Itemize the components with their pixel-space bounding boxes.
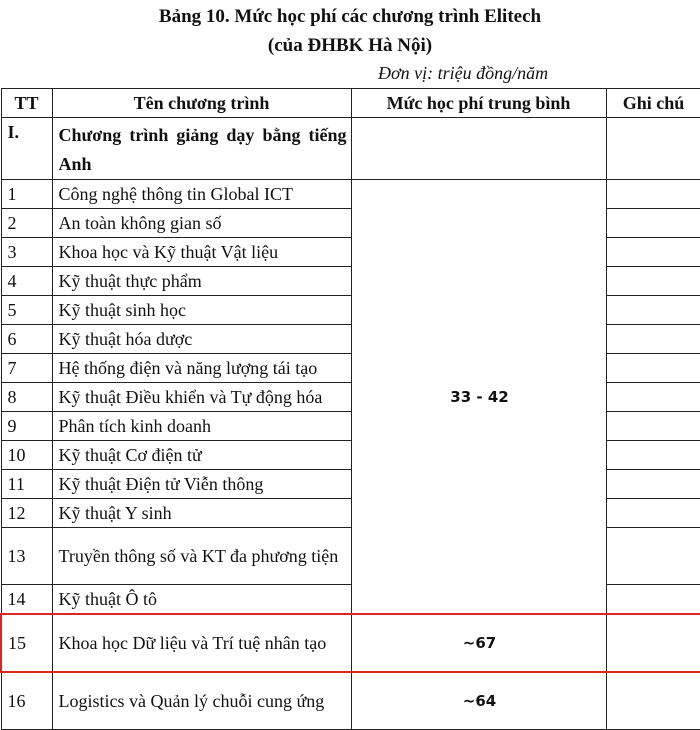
program-name: Kỹ thuật Cơ điện tử <box>52 441 351 470</box>
table-subtitle: (của ĐHBK Hà Nội) <box>267 35 433 56</box>
fee-table <box>0 88 700 730</box>
program-name: Khoa học Dữ liệu và Trí tuệ nhân tạo <box>52 614 351 672</box>
row-number: 5 <box>1 296 52 325</box>
row-number: 4 <box>1 267 52 296</box>
header-average-fee: Mức học phí trung bình <box>351 89 606 118</box>
table-row <box>1 180 700 209</box>
note-cell <box>606 180 700 209</box>
row-number: 2 <box>1 209 52 238</box>
program-name: Kỹ thuật thực phẩm <box>52 267 351 296</box>
table-header-row <box>1 89 700 118</box>
row-number: 15 <box>1 614 52 672</box>
note-cell <box>606 672 700 730</box>
note-cell <box>606 267 700 296</box>
row-number: 11 <box>1 470 52 499</box>
table-title: Bảng 10. Mức học phí các chương trình Elitech <box>158 6 542 27</box>
section-number: I. <box>1 118 52 180</box>
fee-cell <box>351 614 606 672</box>
fee-value: ~64 <box>462 692 497 710</box>
fee-cell <box>351 672 606 730</box>
row-number: 14 <box>1 585 52 615</box>
section-fee-cell <box>351 118 606 180</box>
program-name: Hệ thống điện và năng lượng tái tạo <box>52 354 351 383</box>
note-cell <box>606 585 700 615</box>
program-name: An toàn không gian số <box>52 209 351 238</box>
note-cell <box>606 528 700 585</box>
note-cell <box>606 325 700 354</box>
row-number: 12 <box>1 499 52 528</box>
row-number: 13 <box>1 528 52 585</box>
header-tt: TT <box>1 89 52 118</box>
row-number: 9 <box>1 412 52 441</box>
group-fee-value: 33 - 42 <box>450 387 509 406</box>
note-cell <box>606 499 700 528</box>
row-number: 8 <box>1 383 52 412</box>
row-number: 7 <box>1 354 52 383</box>
program-name: Truyền thông số và KT đa phương tiện <box>52 528 351 585</box>
row-number: 6 <box>1 325 52 354</box>
section-note-cell <box>606 118 700 180</box>
unit-note: Đơn vị: triệu đồng/năm <box>378 63 549 83</box>
note-cell <box>606 296 700 325</box>
fee-value: ~67 <box>462 634 497 652</box>
table-row <box>1 672 700 730</box>
row-number: 3 <box>1 238 52 267</box>
program-name: Khoa học và Kỹ thuật Vật liệu <box>52 238 351 267</box>
note-cell <box>606 209 700 238</box>
header-note: Ghi chú <box>606 89 700 118</box>
row-number: 16 <box>1 672 52 730</box>
note-cell <box>606 614 700 672</box>
note-cell <box>606 383 700 412</box>
section-row <box>1 118 700 180</box>
program-name: Kỹ thuật hóa dược <box>52 325 351 354</box>
program-name: Kỹ thuật Y sinh <box>52 499 351 528</box>
row-number: 1 <box>1 180 52 209</box>
program-name: Công nghệ thông tin Global ICT <box>52 180 351 209</box>
row-number: 10 <box>1 441 52 470</box>
note-cell <box>606 354 700 383</box>
group-fee-cell <box>351 180 606 615</box>
program-name: Logistics và Quản lý chuỗi cung ứng <box>52 672 351 730</box>
note-cell <box>606 470 700 499</box>
program-name: Phân tích kinh doanh <box>52 412 351 441</box>
note-cell <box>606 441 700 470</box>
section-name: Chương trình giảng dạy bằng tiếng Anh <box>52 118 351 180</box>
highlighted-table-row <box>1 614 700 672</box>
note-cell <box>606 412 700 441</box>
program-name: Kỹ thuật Điều khiển và Tự động hóa <box>52 383 351 412</box>
program-name: Kỹ thuật Ô tô <box>52 585 351 615</box>
header-program-name: Tên chương trình <box>52 89 351 118</box>
program-name: Kỹ thuật Điện tử Viễn thông <box>52 470 351 499</box>
program-name: Kỹ thuật sinh học <box>52 296 351 325</box>
note-cell <box>606 238 700 267</box>
